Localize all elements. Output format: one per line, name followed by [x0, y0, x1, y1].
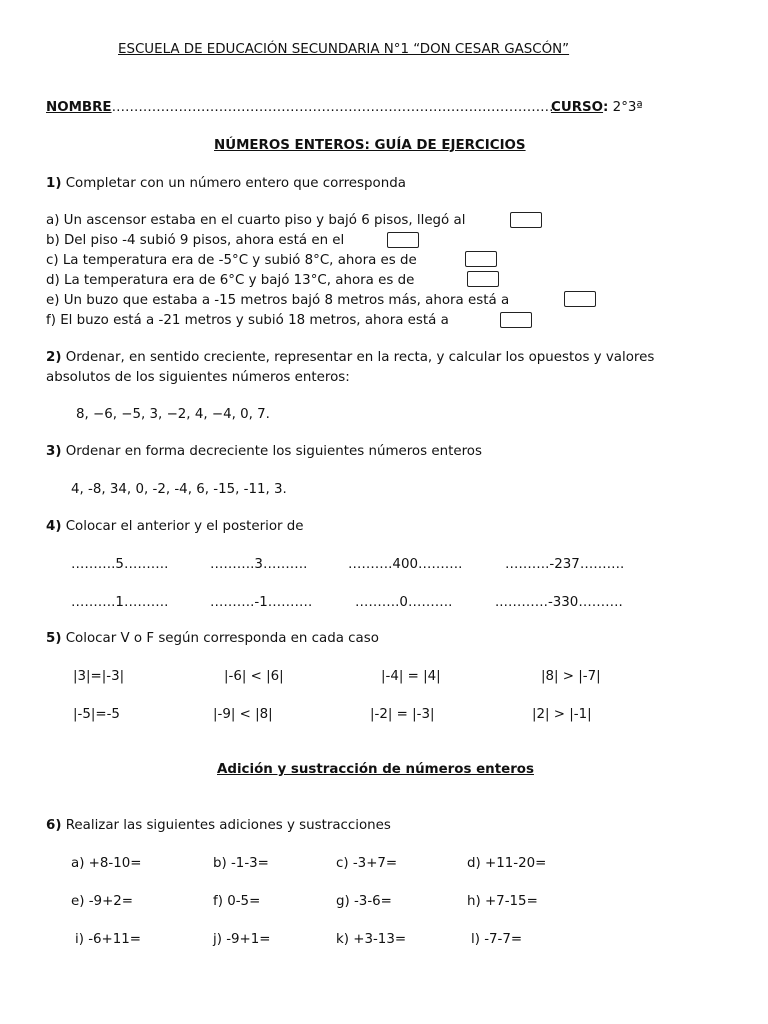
q6-item: e) -9+2=: [71, 894, 134, 909]
q6-item: b) -1-3=: [213, 856, 269, 871]
q5-item: |-6| < |6|: [224, 669, 284, 684]
curso-value: 2°3ª: [612, 100, 643, 115]
q1-item-c: c) La temperatura era de -5°C y subió 8°C, ahora es de: [46, 253, 417, 268]
q4-item: ……….0……….: [355, 595, 453, 610]
q5-item: |3|=|-3|: [73, 669, 125, 684]
q4-item: ……….-1……….: [210, 595, 313, 610]
section-title: Adición y sustracción de números enteros: [217, 762, 534, 777]
q1-answer-box-e[interactable]: [564, 291, 596, 307]
q2-text-line1: Ordenar, en sentido creciente, representar en la recta, y calcular los opuestos y valores: [65, 350, 655, 365]
q1-number: 1): [46, 176, 62, 191]
nombre-dots: ……………………………………………………………………………………….: [111, 100, 558, 115]
q4-item: ……….-237……….: [505, 557, 625, 572]
q1-item-b: b) Del piso -4 subió 9 pisos, ahora está en el: [46, 233, 345, 248]
q4-text: Colocar el anterior y el posterior de: [65, 519, 304, 534]
q6-item: c) -3+7=: [336, 856, 398, 871]
school-name: ESCUELA DE EDUCACIÓN SECUNDARIA N°1 “DON CESAR GASCÓN”: [118, 42, 570, 57]
q1-answer-box-f[interactable]: [500, 312, 532, 328]
q2-heading: [46, 350, 654, 365]
q6-item: d) +11-20=: [467, 856, 547, 871]
q3-number: 3): [46, 444, 62, 459]
q3-heading: [46, 444, 482, 459]
q5-heading: [46, 631, 379, 646]
q6-item: f) 0-5=: [213, 894, 261, 909]
q5-number: 5): [46, 631, 62, 646]
q2-number: 2): [46, 350, 62, 365]
q1-answer-box-d[interactable]: [467, 271, 499, 287]
q6-item: k) +3-13=: [336, 932, 407, 947]
page-title: NÚMEROS ENTEROS: GUÍA DE EJERCICIOS: [214, 138, 526, 153]
q6-item: a) +8-10=: [71, 856, 142, 871]
q1-answer-box-c[interactable]: [465, 251, 497, 267]
nombre-label: NOMBRE: [46, 100, 112, 115]
q2-text-line2: absolutos de los siguientes números enteros:: [46, 370, 350, 385]
q5-text: Colocar V o F según corresponda en cada caso: [65, 631, 379, 646]
q4-number: 4): [46, 519, 62, 534]
q6-number: 6): [46, 818, 62, 833]
q1-item-e: e) Un buzo que estaba a -15 metros bajó 8 metros más, ahora está a: [46, 293, 510, 308]
q4-item: ..……….-330……….: [495, 595, 623, 610]
q4-item: ……….400……….: [348, 557, 463, 572]
q1-text: Completar con un número entero que corresponda: [65, 176, 406, 191]
q4-item: ……….1……….: [71, 595, 169, 610]
q4-heading: [46, 519, 304, 534]
nombre-line: [46, 100, 558, 115]
curso-sep: :: [603, 100, 609, 115]
q5-item: |2| > |-1|: [532, 707, 592, 722]
q1-answer-box-b[interactable]: [387, 232, 419, 248]
q6-text: Realizar las siguientes adiciones y sustracciones: [65, 818, 391, 833]
curso-line: [551, 100, 643, 115]
q2-numbers: 8, −6, −5, 3, −2, 4, −4, 0, 7.: [76, 407, 270, 422]
curso-label: CURSO: [551, 100, 604, 115]
q5-item: |-4| = |4|: [381, 669, 441, 684]
q5-item: |-9| < |8|: [213, 707, 273, 722]
q1-item-f: f) El buzo está a -21 metros y subió 18 metros, ahora está a: [46, 313, 449, 328]
q5-item: |-2| = |-3|: [370, 707, 435, 722]
q3-text: Ordenar en forma decreciente los siguientes números enteros: [65, 444, 482, 459]
q4-item: ……….3……….: [210, 557, 308, 572]
q6-heading: [46, 818, 391, 833]
q6-item: i) -6+11=: [75, 932, 142, 947]
q1-item-d: d) La temperatura era de 6°C y bajó 13°C, ahora es de: [46, 273, 415, 288]
q5-item: |-5|=-5: [73, 707, 120, 722]
q4-item: ……….5……….: [71, 557, 169, 572]
q3-numbers: 4, -8, 34, 0, -2, -4, 6, -15, -11, 3.: [71, 482, 287, 497]
q6-item: j) -9+1=: [213, 932, 271, 947]
q6-item: l) -7-7=: [471, 932, 523, 947]
q5-item: |8| > |-7|: [541, 669, 601, 684]
q6-item: g) -3-6=: [336, 894, 392, 909]
q1-answer-box-a[interactable]: [510, 212, 542, 228]
q1-heading: [46, 176, 406, 191]
q6-item: h) +7-15=: [467, 894, 538, 909]
q1-item-a: a) Un ascensor estaba en el cuarto piso y bajó 6 pisos, llegó al: [46, 213, 466, 228]
